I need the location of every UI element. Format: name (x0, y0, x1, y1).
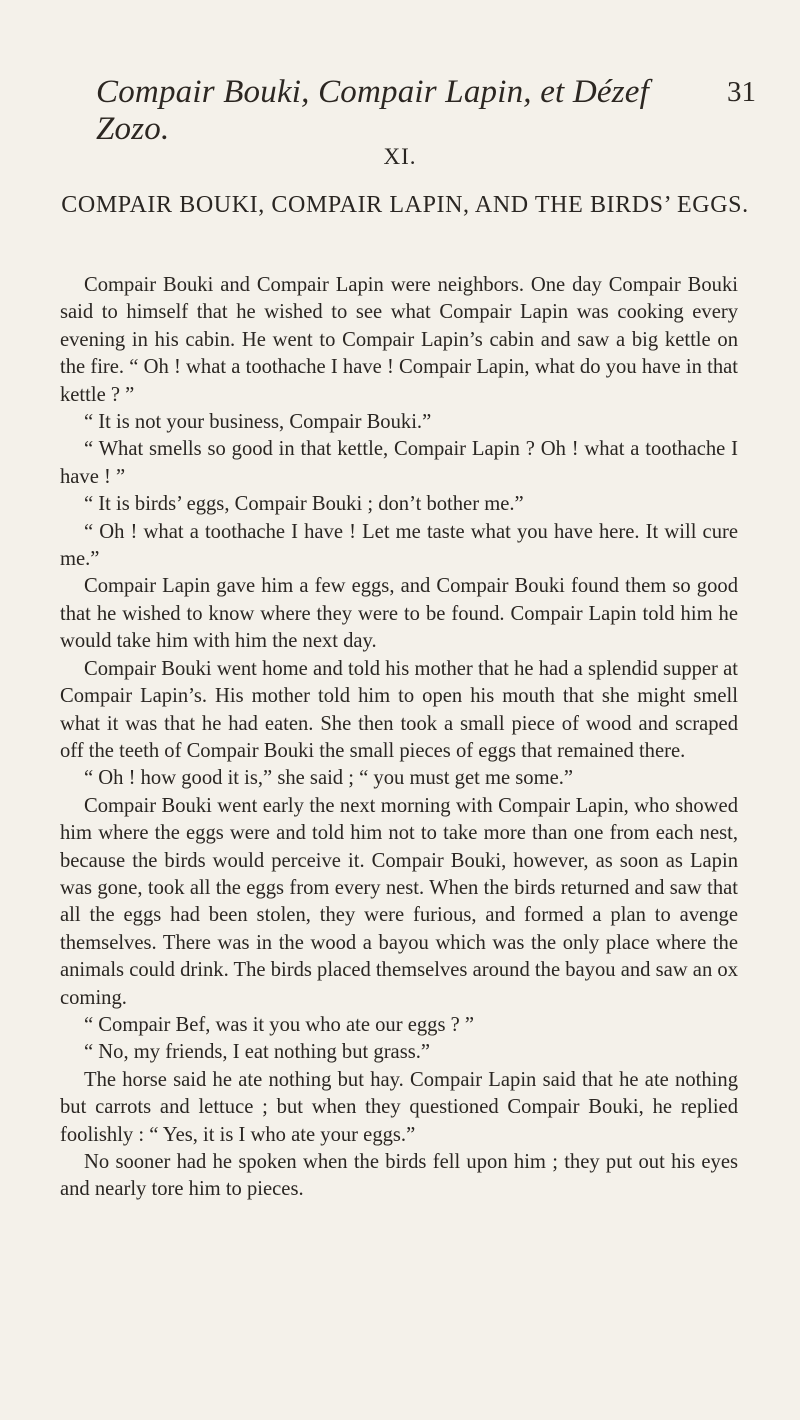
paragraph: “ Oh ! how good it is,” she said ; “ you must get me some.” (84, 767, 574, 790)
paragraph: “ What smells so good in that kettle, Compair Lapin ? Oh ! what a toothache I have ! ” (60, 438, 738, 488)
paragraph: Compair Bouki and Compair Lapin were neighbors. One day Compair Bouki said to himself that he wished to see what Compair Lapin was cooking every evening in his cabin. He went to Compair Lapin’s cabin and saw a big kettle on the fire. “ Oh ! what a toothache I have ! Compair Lapin, what do you have in that kettle ? ” (60, 274, 738, 406)
paragraph: “ It is birds’ eggs, Compair Bouki ; don’t bother me.” (84, 493, 524, 516)
paragraph: Compair Lapin gave him a few eggs, and Compair Bouki found them so good that he wished to know where they were to be found. Compair Lapin told him he would take him with him the next day. (60, 575, 738, 653)
chapter-title: COMPAIR BOUKI, COMPAIR LAPIN, AND THE BIRDS’ EGGS. (61, 192, 749, 218)
chapter-number: XI. (383, 144, 417, 169)
paragraph: No sooner had he spoken when the birds fell upon him ; they put out his eyes and nearly tore him to pieces. (60, 1151, 738, 1201)
story-text (60, 272, 738, 1204)
running-head: Compair Bouki, Compair Lapin, et Dézef Zozo. (96, 74, 650, 147)
paragraph: “ Compair Bef, was it you who ate our eggs ? ” (84, 1013, 475, 1036)
paragraph: “ Oh ! what a toothache I have ! Let me taste what you have here. It will cure me.” (60, 520, 738, 571)
paragraph: Compair Bouki went home and told his mother that he had a splendid supper at Compair Lapin’s. His mother told him to open his mouth that she might smell what it was that he had eaten. She then took a small piece of wood and scraped off the teeth of Compair Bouki the small pieces of eggs that remained there. (60, 657, 738, 762)
paragraph: “ No, my friends, I eat nothing but grass.” (84, 1041, 431, 1064)
paragraph: The horse said he ate nothing but hay. Compair Lapin said that he ate nothing but carrots and lettuce ; but when they questioned Compair Bouki, he replied foolishly : “ Yes, it is I who ate your eggs.” (60, 1068, 738, 1146)
page-number: 31 (727, 76, 756, 108)
paragraph: “ It is not your business, Compair Bouki.” (84, 411, 432, 434)
paragraph: Compair Bouki went early the next morning with Compair Lapin, who showed him where the eggs were and told him not to take more than one from each nest, because the birds would perceive it. Compair Bouki, however, as soon as Lapin was gone, took all the eggs from every nest. When the birds returned and saw that all the eggs had been stolen, they were furious, and formed a plan to avenge themselves. There was in the wood a bayou which was the only place where the animals could drink. The birds placed themselves around the bayou and saw an ox coming. (60, 794, 738, 1009)
